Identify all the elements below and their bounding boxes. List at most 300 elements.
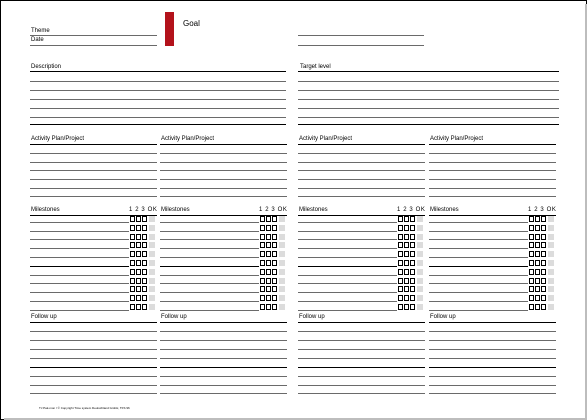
milestone-checkbox[interactable] [404, 216, 409, 222]
milestone-checkbox[interactable] [404, 278, 409, 284]
milestone-checkbox[interactable] [136, 225, 141, 231]
milestone-ok-box[interactable] [279, 225, 285, 231]
milestone-ok-box[interactable] [279, 304, 285, 310]
milestone-line[interactable] [298, 301, 397, 302]
milestone-checkbox[interactable] [535, 278, 540, 284]
milestone-ok-box[interactable] [417, 242, 423, 248]
follow-up-line[interactable] [429, 376, 556, 377]
milestone-ok-box[interactable] [548, 278, 554, 284]
milestone-checkbox[interactable] [266, 304, 271, 310]
milestone-line[interactable] [298, 239, 397, 240]
milestone-checkbox[interactable] [410, 269, 415, 275]
milestone-line[interactable] [429, 301, 528, 302]
follow-up-line[interactable] [30, 331, 157, 332]
activity-plan-line[interactable] [30, 162, 157, 163]
follow-up-line[interactable] [160, 340, 287, 341]
description-line[interactable] [30, 90, 286, 91]
milestone-line[interactable] [298, 231, 397, 232]
milestone-ok-box[interactable] [548, 304, 554, 310]
milestone-checkbox[interactable] [266, 242, 271, 248]
milestone-checkbox[interactable] [142, 278, 147, 284]
milestone-checkbox[interactable] [404, 225, 409, 231]
milestone-ok-box[interactable] [548, 216, 554, 222]
milestone-checkbox[interactable] [404, 251, 409, 257]
follow-up-line[interactable] [160, 358, 287, 359]
milestone-line[interactable] [30, 231, 129, 232]
activity-plan-line[interactable] [30, 170, 157, 171]
milestone-line[interactable] [429, 222, 528, 223]
follow-up-line[interactable] [160, 376, 287, 377]
follow-up-line[interactable] [298, 385, 425, 386]
milestone-checkbox[interactable] [541, 286, 546, 292]
milestone-checkbox[interactable] [529, 260, 534, 266]
activity-plan-line[interactable] [30, 153, 157, 154]
milestone-checkbox[interactable] [535, 216, 540, 222]
follow-up-line[interactable] [30, 376, 157, 377]
milestone-checkbox[interactable] [398, 286, 403, 292]
activity-plan-line[interactable] [429, 144, 556, 145]
milestone-checkbox[interactable] [541, 295, 546, 301]
description-line[interactable] [30, 99, 286, 100]
target-level-line[interactable] [298, 124, 559, 125]
milestone-checkbox[interactable] [260, 242, 265, 248]
milestone-checkbox[interactable] [398, 278, 403, 284]
milestone-ok-box[interactable] [149, 295, 155, 301]
milestone-ok-box[interactable] [417, 269, 423, 275]
milestone-checkbox[interactable] [266, 251, 271, 257]
follow-up-line[interactable] [429, 331, 556, 332]
follow-up-line[interactable] [298, 331, 425, 332]
follow-up-line[interactable] [160, 393, 287, 394]
milestone-checkbox[interactable] [272, 295, 277, 301]
milestone-checkbox[interactable] [529, 278, 534, 284]
milestone-ok-box[interactable] [149, 242, 155, 248]
milestone-ok-box[interactable] [279, 216, 285, 222]
milestone-checkbox[interactable] [272, 216, 277, 222]
milestone-checkbox[interactable] [136, 234, 141, 240]
milestone-ok-box[interactable] [149, 269, 155, 275]
milestone-checkbox[interactable] [142, 260, 147, 266]
milestone-ok-box[interactable] [417, 295, 423, 301]
milestone-ok-box[interactable] [279, 234, 285, 240]
activity-plan-line[interactable] [160, 162, 287, 163]
activity-plan-line[interactable] [160, 144, 287, 145]
milestone-ok-box[interactable] [149, 260, 155, 266]
activity-plan-line[interactable] [429, 188, 556, 189]
follow-up-line[interactable] [30, 393, 157, 394]
description-line[interactable] [30, 108, 286, 109]
activity-plan-line[interactable] [429, 170, 556, 171]
milestone-checkbox[interactable] [398, 295, 403, 301]
follow-up-line[interactable] [30, 358, 157, 359]
milestone-checkbox[interactable] [142, 242, 147, 248]
milestone-checkbox[interactable] [404, 295, 409, 301]
milestone-checkbox[interactable] [398, 260, 403, 266]
follow-up-line[interactable] [429, 367, 556, 368]
milestone-checkbox[interactable] [142, 286, 147, 292]
milestone-checkbox[interactable] [142, 269, 147, 275]
milestone-checkbox[interactable] [410, 304, 415, 310]
milestone-checkbox[interactable] [142, 295, 147, 301]
milestone-ok-box[interactable] [417, 251, 423, 257]
follow-up-line[interactable] [429, 393, 556, 394]
milestone-checkbox[interactable] [136, 269, 141, 275]
milestone-checkbox[interactable] [398, 234, 403, 240]
follow-up-line[interactable] [429, 322, 556, 323]
milestone-line[interactable] [429, 283, 528, 284]
milestone-checkbox[interactable] [404, 234, 409, 240]
milestone-checkbox[interactable] [541, 242, 546, 248]
activity-plan-line[interactable] [429, 196, 556, 197]
milestone-line[interactable] [429, 239, 528, 240]
milestone-checkbox[interactable] [529, 216, 534, 222]
milestone-checkbox[interactable] [272, 251, 277, 257]
milestone-checkbox[interactable] [398, 225, 403, 231]
milestone-checkbox[interactable] [136, 251, 141, 257]
milestone-checkbox[interactable] [404, 269, 409, 275]
activity-plan-line[interactable] [298, 170, 425, 171]
follow-up-line[interactable] [298, 340, 425, 341]
milestone-checkbox[interactable] [260, 286, 265, 292]
milestone-checkbox[interactable] [535, 225, 540, 231]
milestone-line[interactable] [298, 266, 397, 267]
milestone-ok-box[interactable] [417, 260, 423, 266]
milestone-checkbox[interactable] [529, 295, 534, 301]
milestone-checkbox[interactable] [266, 269, 271, 275]
goal-line-2[interactable] [298, 45, 424, 46]
follow-up-line[interactable] [30, 385, 157, 386]
milestone-checkbox[interactable] [535, 304, 540, 310]
milestone-ok-box[interactable] [548, 242, 554, 248]
milestone-checkbox[interactable] [266, 278, 271, 284]
milestone-checkbox[interactable] [260, 269, 265, 275]
activity-plan-line[interactable] [30, 196, 157, 197]
activity-plan-line[interactable] [298, 188, 425, 189]
follow-up-line[interactable] [429, 358, 556, 359]
milestone-checkbox[interactable] [136, 278, 141, 284]
milestone-ok-box[interactable] [417, 304, 423, 310]
milestone-line[interactable] [429, 310, 528, 311]
milestone-checkbox[interactable] [410, 260, 415, 266]
activity-plan-line[interactable] [160, 170, 287, 171]
milestone-checkbox[interactable] [410, 225, 415, 231]
milestone-checkbox[interactable] [410, 251, 415, 257]
milestone-ok-box[interactable] [548, 269, 554, 275]
milestone-checkbox[interactable] [266, 286, 271, 292]
milestone-line[interactable] [30, 222, 129, 223]
milestone-ok-box[interactable] [548, 260, 554, 266]
follow-up-line[interactable] [160, 349, 287, 350]
milestone-checkbox[interactable] [266, 216, 271, 222]
milestone-ok-box[interactable] [417, 225, 423, 231]
target-level-line[interactable] [298, 117, 559, 118]
milestone-checkbox[interactable] [272, 225, 277, 231]
milestone-checkbox[interactable] [260, 225, 265, 231]
milestone-line[interactable] [429, 275, 528, 276]
milestone-checkbox[interactable] [260, 260, 265, 266]
milestone-checkbox[interactable] [130, 269, 135, 275]
milestone-checkbox[interactable] [266, 225, 271, 231]
milestone-checkbox[interactable] [535, 242, 540, 248]
milestone-checkbox[interactable] [535, 295, 540, 301]
milestone-line[interactable] [30, 310, 129, 311]
follow-up-line[interactable] [160, 367, 287, 368]
milestone-line[interactable] [30, 239, 129, 240]
milestone-checkbox[interactable] [272, 260, 277, 266]
milestone-checkbox[interactable] [260, 278, 265, 284]
activity-plan-line[interactable] [160, 179, 287, 180]
milestone-ok-box[interactable] [279, 286, 285, 292]
activity-plan-line[interactable] [298, 144, 425, 145]
milestone-ok-box[interactable] [149, 286, 155, 292]
milestone-line[interactable] [160, 231, 259, 232]
milestone-checkbox[interactable] [130, 216, 135, 222]
activity-plan-line[interactable] [30, 144, 157, 145]
milestone-line[interactable] [160, 283, 259, 284]
milestone-ok-box[interactable] [548, 286, 554, 292]
activity-plan-line[interactable] [160, 153, 287, 154]
milestone-ok-box[interactable] [279, 295, 285, 301]
activity-plan-line[interactable] [298, 196, 425, 197]
activity-plan-line[interactable] [160, 188, 287, 189]
milestone-checkbox[interactable] [266, 295, 271, 301]
milestone-ok-box[interactable] [417, 278, 423, 284]
follow-up-line[interactable] [160, 322, 287, 323]
milestone-line[interactable] [160, 292, 259, 293]
milestone-ok-box[interactable] [149, 304, 155, 310]
description-line[interactable] [30, 71, 286, 72]
milestone-checkbox[interactable] [410, 286, 415, 292]
milestone-ok-box[interactable] [548, 251, 554, 257]
milestone-checkbox[interactable] [260, 304, 265, 310]
milestone-line[interactable] [298, 292, 397, 293]
milestone-checkbox[interactable] [136, 260, 141, 266]
description-line[interactable] [30, 124, 286, 125]
milestone-line[interactable] [160, 239, 259, 240]
milestone-checkbox[interactable] [404, 286, 409, 292]
milestone-line[interactable] [30, 248, 129, 249]
milestone-checkbox[interactable] [130, 278, 135, 284]
milestone-ok-box[interactable] [279, 269, 285, 275]
milestone-checkbox[interactable] [130, 251, 135, 257]
milestone-checkbox[interactable] [529, 286, 534, 292]
milestone-ok-box[interactable] [149, 278, 155, 284]
milestone-ok-box[interactable] [548, 295, 554, 301]
milestone-checkbox[interactable] [404, 260, 409, 266]
date-line[interactable] [30, 45, 157, 46]
milestone-checkbox[interactable] [130, 225, 135, 231]
milestone-checkbox[interactable] [272, 304, 277, 310]
milestone-checkbox[interactable] [266, 260, 271, 266]
milestone-line[interactable] [429, 231, 528, 232]
milestone-line[interactable] [298, 257, 397, 258]
milestone-checkbox[interactable] [130, 304, 135, 310]
follow-up-line[interactable] [298, 393, 425, 394]
milestone-ok-box[interactable] [149, 251, 155, 257]
milestone-checkbox[interactable] [398, 269, 403, 275]
milestone-checkbox[interactable] [130, 260, 135, 266]
milestone-checkbox[interactable] [529, 234, 534, 240]
milestone-ok-box[interactable] [279, 260, 285, 266]
milestone-line[interactable] [429, 266, 528, 267]
milestone-ok-box[interactable] [417, 286, 423, 292]
milestone-ok-box[interactable] [417, 234, 423, 240]
milestone-checkbox[interactable] [410, 242, 415, 248]
milestone-checkbox[interactable] [529, 251, 534, 257]
follow-up-line[interactable] [298, 349, 425, 350]
activity-plan-line[interactable] [298, 162, 425, 163]
milestone-line[interactable] [30, 266, 129, 267]
milestone-ok-box[interactable] [548, 234, 554, 240]
milestone-checkbox[interactable] [142, 304, 147, 310]
milestone-checkbox[interactable] [535, 234, 540, 240]
milestone-checkbox[interactable] [541, 304, 546, 310]
milestone-line[interactable] [298, 310, 397, 311]
milestone-checkbox[interactable] [136, 216, 141, 222]
follow-up-line[interactable] [429, 385, 556, 386]
milestone-line[interactable] [429, 248, 528, 249]
milestone-checkbox[interactable] [398, 304, 403, 310]
milestone-line[interactable] [160, 310, 259, 311]
activity-plan-line[interactable] [160, 196, 287, 197]
activity-plan-line[interactable] [429, 162, 556, 163]
milestone-checkbox[interactable] [541, 251, 546, 257]
milestone-checkbox[interactable] [136, 286, 141, 292]
milestone-checkbox[interactable] [398, 251, 403, 257]
milestone-line[interactable] [298, 222, 397, 223]
milestone-checkbox[interactable] [541, 216, 546, 222]
milestone-checkbox[interactable] [404, 242, 409, 248]
milestone-checkbox[interactable] [272, 278, 277, 284]
activity-plan-line[interactable] [298, 153, 425, 154]
milestone-checkbox[interactable] [266, 234, 271, 240]
milestone-line[interactable] [298, 248, 397, 249]
milestone-line[interactable] [429, 292, 528, 293]
milestone-checkbox[interactable] [410, 278, 415, 284]
milestone-checkbox[interactable] [142, 251, 147, 257]
target-level-line[interactable] [298, 108, 559, 109]
milestone-checkbox[interactable] [529, 225, 534, 231]
milestone-line[interactable] [160, 222, 259, 223]
milestone-line[interactable] [160, 301, 259, 302]
milestone-ok-box[interactable] [149, 216, 155, 222]
milestone-checkbox[interactable] [541, 225, 546, 231]
milestone-checkbox[interactable] [529, 242, 534, 248]
follow-up-line[interactable] [30, 322, 157, 323]
activity-plan-line[interactable] [30, 179, 157, 180]
milestone-ok-box[interactable] [279, 278, 285, 284]
milestone-checkbox[interactable] [529, 304, 534, 310]
follow-up-line[interactable] [30, 349, 157, 350]
milestone-checkbox[interactable] [272, 286, 277, 292]
follow-up-line[interactable] [30, 367, 157, 368]
milestone-checkbox[interactable] [260, 216, 265, 222]
milestone-ok-box[interactable] [417, 216, 423, 222]
milestone-checkbox[interactable] [142, 216, 147, 222]
milestone-checkbox[interactable] [272, 242, 277, 248]
milestone-checkbox[interactable] [130, 295, 135, 301]
milestone-checkbox[interactable] [541, 269, 546, 275]
follow-up-line[interactable] [298, 322, 425, 323]
milestone-checkbox[interactable] [142, 234, 147, 240]
milestone-checkbox[interactable] [541, 234, 546, 240]
milestone-ok-box[interactable] [149, 225, 155, 231]
activity-plan-line[interactable] [429, 153, 556, 154]
milestone-checkbox[interactable] [130, 242, 135, 248]
activity-plan-line[interactable] [298, 179, 425, 180]
follow-up-line[interactable] [298, 358, 425, 359]
milestone-checkbox[interactable] [410, 234, 415, 240]
milestone-checkbox[interactable] [130, 234, 135, 240]
target-level-line[interactable] [298, 90, 559, 91]
milestone-checkbox[interactable] [272, 234, 277, 240]
milestone-checkbox[interactable] [260, 295, 265, 301]
milestone-line[interactable] [298, 283, 397, 284]
follow-up-line[interactable] [160, 385, 287, 386]
milestone-line[interactable] [30, 275, 129, 276]
milestone-checkbox[interactable] [136, 242, 141, 248]
milestone-checkbox[interactable] [535, 251, 540, 257]
milestone-line[interactable] [160, 275, 259, 276]
milestone-line[interactable] [298, 275, 397, 276]
milestone-checkbox[interactable] [410, 295, 415, 301]
follow-up-line[interactable] [298, 367, 425, 368]
milestone-checkbox[interactable] [535, 269, 540, 275]
milestone-checkbox[interactable] [529, 269, 534, 275]
milestone-checkbox[interactable] [535, 260, 540, 266]
target-level-line[interactable] [298, 71, 559, 72]
follow-up-line[interactable] [429, 349, 556, 350]
target-level-line[interactable] [298, 81, 559, 82]
milestone-ok-box[interactable] [279, 242, 285, 248]
milestone-checkbox[interactable] [260, 234, 265, 240]
goal-line-1[interactable] [298, 35, 424, 36]
milestone-checkbox[interactable] [398, 216, 403, 222]
milestone-checkbox[interactable] [136, 304, 141, 310]
milestone-line[interactable] [160, 248, 259, 249]
target-level-line[interactable] [298, 99, 559, 100]
milestone-checkbox[interactable] [535, 286, 540, 292]
milestone-checkbox[interactable] [410, 216, 415, 222]
activity-plan-line[interactable] [30, 188, 157, 189]
milestone-checkbox[interactable] [272, 269, 277, 275]
milestone-checkbox[interactable] [398, 242, 403, 248]
milestone-checkbox[interactable] [136, 295, 141, 301]
follow-up-line[interactable] [429, 340, 556, 341]
milestone-line[interactable] [160, 257, 259, 258]
milestone-checkbox[interactable] [541, 278, 546, 284]
milestone-checkbox[interactable] [260, 251, 265, 257]
milestone-checkbox[interactable] [541, 260, 546, 266]
description-line[interactable] [30, 81, 286, 82]
follow-up-line[interactable] [160, 331, 287, 332]
milestone-checkbox[interactable] [404, 304, 409, 310]
milestone-line[interactable] [30, 283, 129, 284]
milestone-line[interactable] [429, 257, 528, 258]
description-line[interactable] [30, 117, 286, 118]
follow-up-line[interactable] [30, 340, 157, 341]
theme-line[interactable] [30, 35, 157, 36]
milestone-ok-box[interactable] [279, 251, 285, 257]
milestone-checkbox[interactable] [130, 286, 135, 292]
activity-plan-line[interactable] [429, 179, 556, 180]
milestone-line[interactable] [30, 292, 129, 293]
milestone-line[interactable] [30, 301, 129, 302]
follow-up-line[interactable] [298, 376, 425, 377]
milestone-checkbox[interactable] [142, 225, 147, 231]
milestone-line[interactable] [160, 266, 259, 267]
milestone-line[interactable] [30, 257, 129, 258]
